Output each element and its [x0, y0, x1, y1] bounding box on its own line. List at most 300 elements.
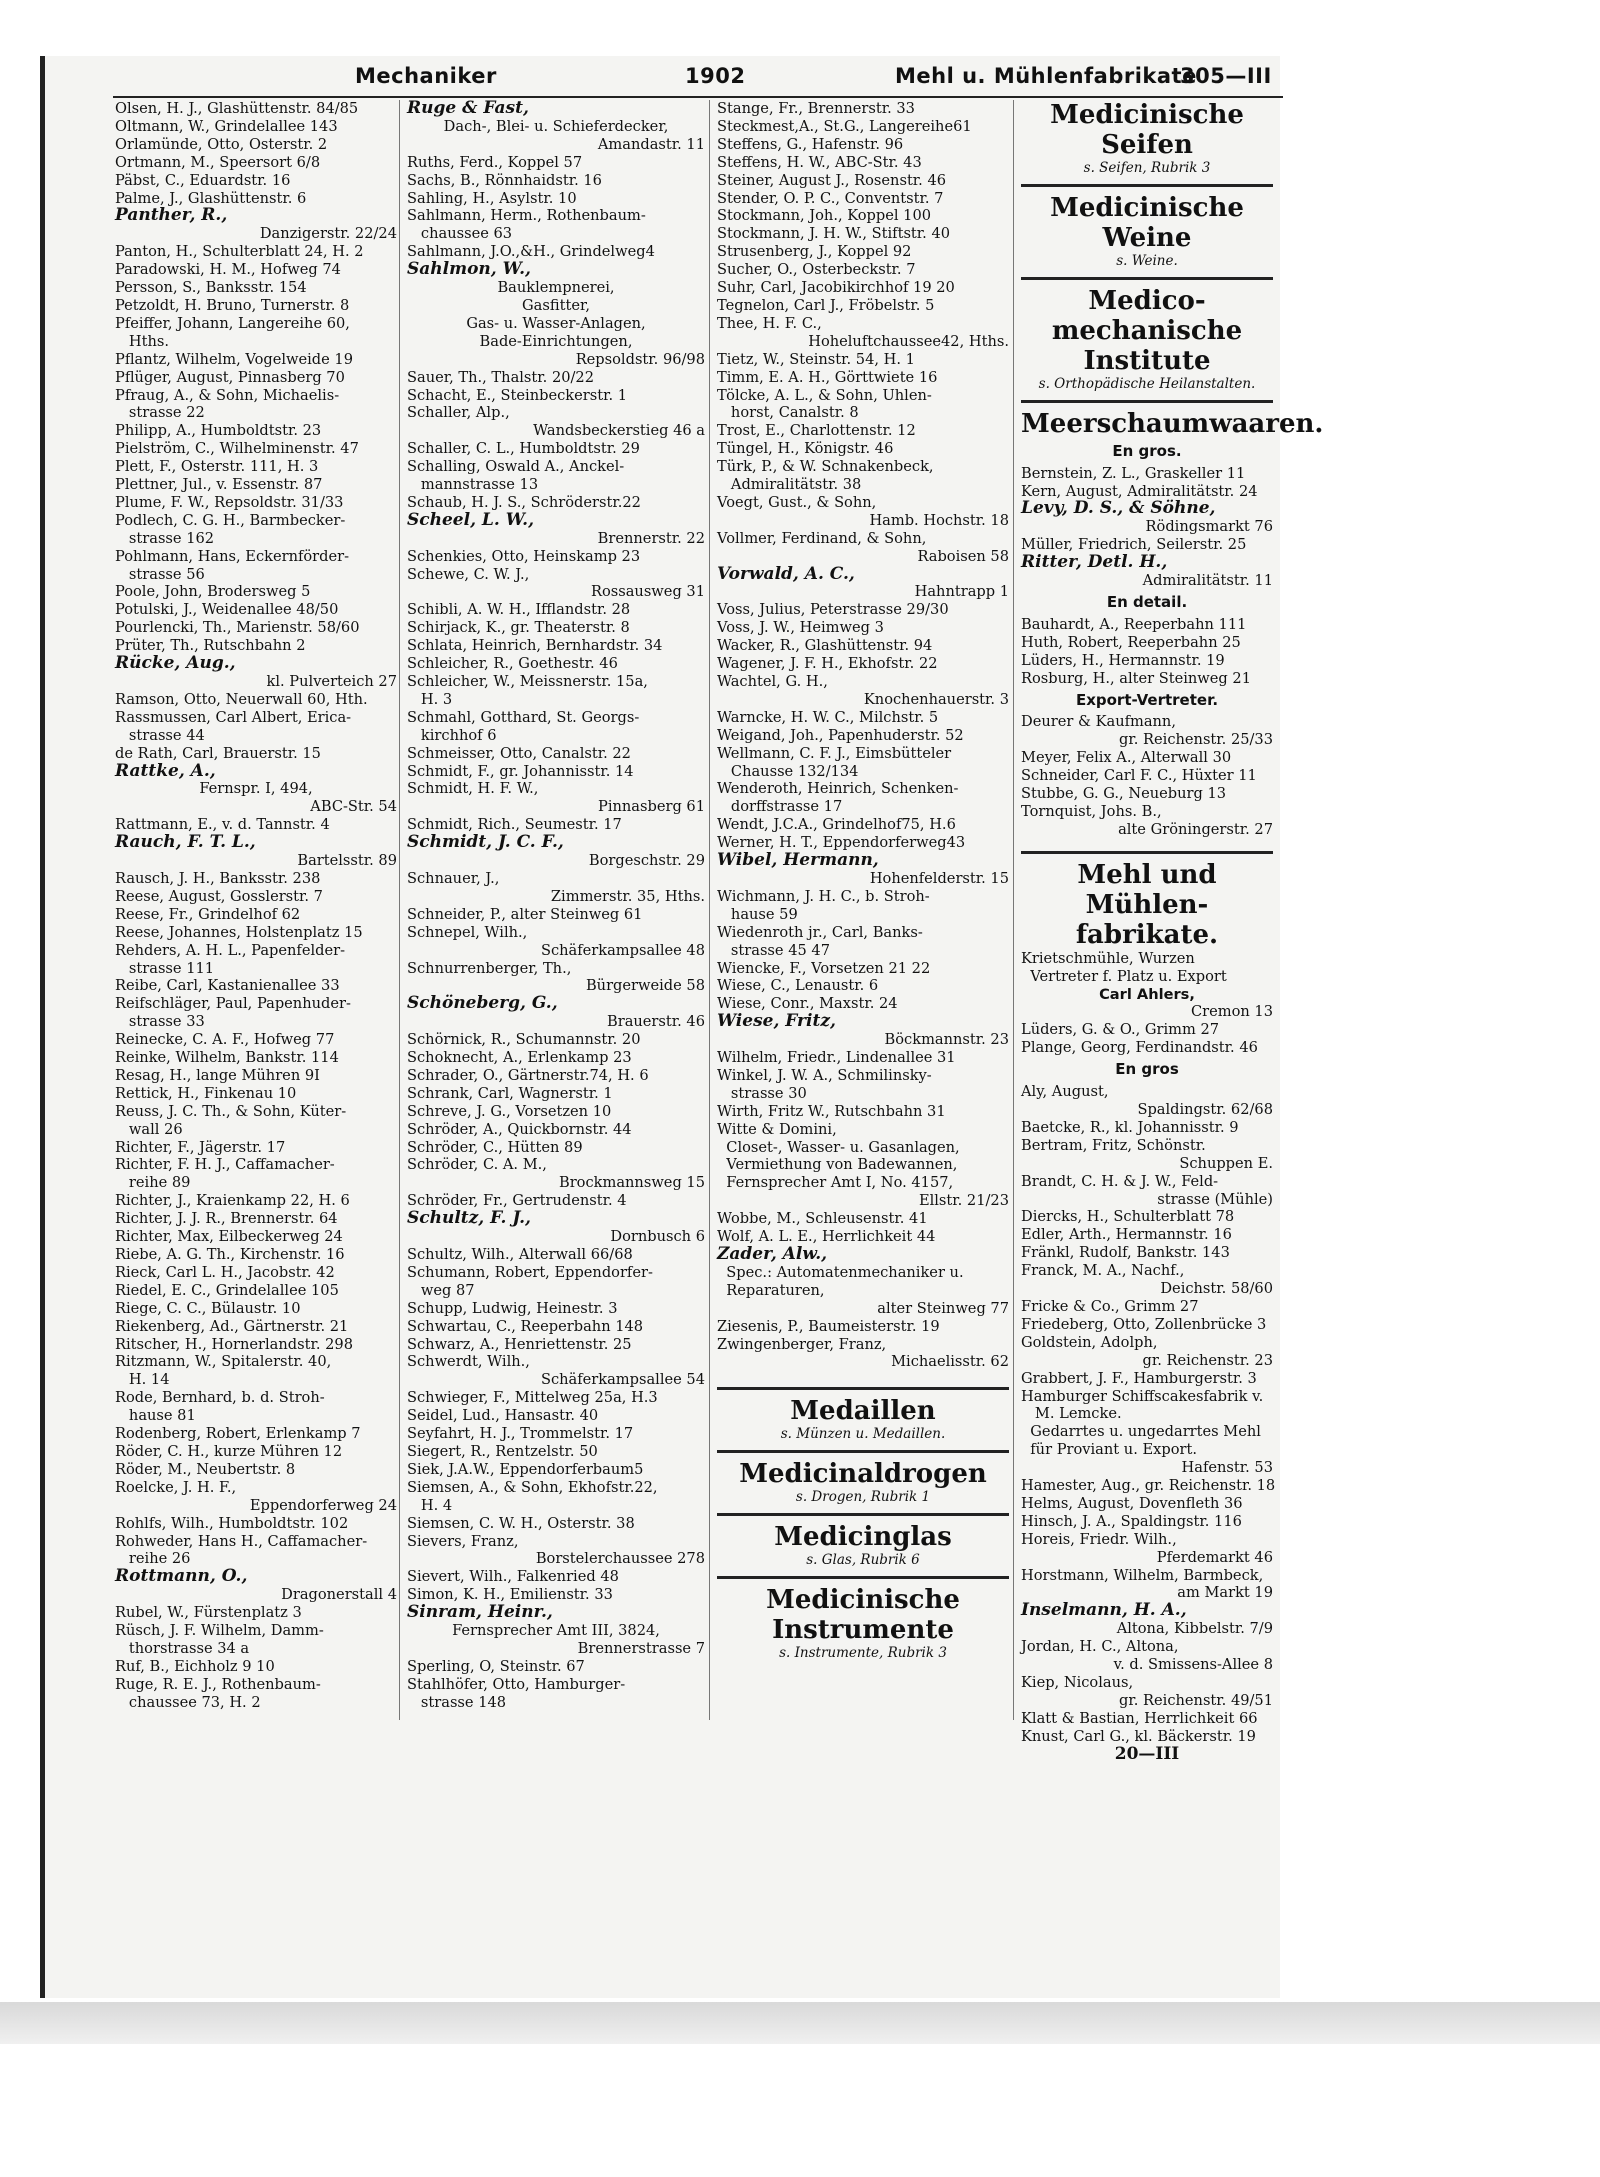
directory-entry: Tegnelon, Carl J., Fröbelstr. 5 [717, 296, 935, 314]
directory-entry: Paradowski, H. M., Hofweg 74 [115, 261, 341, 279]
directory-entry: Rehders, A. H. L., Papenfelder- [115, 941, 346, 959]
directory-entry: Rattmann, E., v. d. Tannstr. 4 [115, 816, 330, 834]
firm-heading: Rücke, Aug., [115, 653, 236, 674]
directory-entry: de Rath, Carl, Brauerstr. 15 [115, 744, 321, 762]
directory-entry: Richter, F. H. J., Caffamacher- [115, 1156, 335, 1174]
directory-entry: Schupp, Ludwig, Heinestr. 3 [407, 1299, 618, 1317]
subsection-heading: Export-Vertreter. [1075, 690, 1219, 709]
directory-entry: Brandt, C. H. & J. W., Feld- [1021, 1172, 1219, 1190]
directory-entry: Horstmann, Wilhelm, Barmbeck, [1021, 1566, 1264, 1584]
directory-entry: Plange, Georg, Ferdinandstr. 46 [1021, 1039, 1258, 1057]
directory-entry: Sievers, Franz, [407, 1532, 519, 1550]
directory-entry: Rassmussen, Carl Albert, Erica- [115, 708, 352, 726]
directory-entry: Oltmann, W., Grindelallee 143 [115, 117, 338, 135]
section-title: Medicinische Weine [1050, 192, 1244, 253]
directory-entry: Schaub, H. J. S., Schröderstr.22 [407, 493, 641, 511]
directory-entry: Schaller, Alp., [407, 404, 510, 422]
directory-entry: Türk, P., & W. Schnakenbeck, [717, 458, 934, 476]
directory-entry: Schwerdt, Wilh., [407, 1353, 530, 1371]
directory-entry: Bertram, Fritz, Schönstr. [1021, 1136, 1206, 1154]
directory-entry: Podlech, C. G. H., Barmbecker- [115, 511, 346, 529]
directory-entry: Resag, H., lange Mühren 9I [115, 1066, 320, 1084]
directory-entry: Steiner, August J., Rosenstr. 46 [717, 171, 947, 189]
directory-entry: Fränkl, Rudolf, Bankstr. 143 [1021, 1244, 1230, 1262]
directory-entry: M. Lemcke. [1021, 1405, 1122, 1423]
section-reference: s. Münzen u. Medaillen. [780, 1426, 946, 1443]
directory-entry: chaussee 63 [407, 225, 513, 243]
directory-entry: Deichstr. 58/60 [1160, 1280, 1273, 1298]
directory-entry: Persson, S., Banksstr. 154 [115, 279, 307, 297]
directory-entry: Jordan, H. C., Altona, [1021, 1638, 1179, 1656]
section-reference: s. Weine. [1116, 252, 1178, 269]
directory-entry: Winkel, J. W. A., Schmilinsky- [717, 1066, 932, 1084]
column-divider [709, 100, 710, 1720]
directory-entry: Altona, Kibbelstr. 7/9 [1116, 1620, 1273, 1638]
directory-entry: Zimmerstr. 35, Hths. [550, 887, 705, 905]
directory-entry: Schrank, Carl, Wagnerstr. 1 [407, 1084, 613, 1102]
firm-heading: Schöneberg, G., [407, 993, 558, 1014]
directory-entry: Siemsen, A., & Sohn, Ekhofstr.22, [407, 1478, 658, 1496]
directory-entry: Eppendorferweg 24 [249, 1496, 397, 1514]
directory-entry: Sievert, Wilh., Falkenried 48 [407, 1568, 619, 1586]
directory-entry: Steffens, H. W., ABC-Str. 43 [717, 153, 922, 171]
firm-heading: Rattke, A., [115, 760, 216, 781]
directory-entry: Goldstein, Adolph, [1021, 1333, 1158, 1351]
directory-entry: Pferdemarkt 46 [1156, 1548, 1273, 1566]
directory-entry: hause 59 [717, 905, 798, 923]
directory-entry: gr. Reichenstr. 23 [1142, 1351, 1273, 1369]
directory-entry: H. 4 [407, 1496, 453, 1514]
directory-entry: Brennerstrasse 7 [577, 1639, 705, 1657]
directory-entry: Dach-, Blei- u. Schieferdecker, [443, 117, 669, 135]
directory-entry: strasse 22 [115, 404, 205, 422]
directory-entry: Kern, August, Admiralitätstr. 24 [1021, 482, 1258, 500]
header-right: Mehl u. Mühlenfabrikate [895, 64, 1197, 88]
directory-entry: Schrader, O., Gärtnerstr.74, H. 6 [407, 1066, 649, 1084]
directory-entry: Pourlencki, Th., Marienstr. 58/60 [115, 619, 360, 637]
directory-entry: Dornbusch 6 [610, 1228, 705, 1246]
directory-entry: Prüter, Th., Rutschbahn 2 [115, 637, 306, 655]
directory-entry: Borgeschstr. 29 [588, 852, 705, 870]
directory-entry: Potulski, J., Weidenallee 48/50 [115, 601, 339, 619]
directory-entry: Richter, J. J. R., Brennerstr. 64 [115, 1210, 338, 1228]
directory-entry: Wandsbeckerstieg 46 a [533, 422, 705, 440]
directory-entry: Tietz, W., Steinstr. 54, H. 1 [717, 350, 915, 368]
directory-entry: Päbst, C., Eduardstr. 16 [115, 171, 291, 189]
directory-entry: Pinnasberg 61 [598, 798, 705, 816]
column-divider [1013, 100, 1014, 1720]
directory-entry: Riebe, A. G. Th., Kirchenstr. 16 [115, 1246, 345, 1263]
directory-entry: Rohlfs, Wilh., Humboldtstr. 102 [115, 1514, 349, 1532]
directory-entry: Aly, August, [1021, 1083, 1109, 1101]
directory-entry: Riedel, E. C., Grindelallee 105 [115, 1281, 339, 1299]
directory-entry: Strusenberg, J., Koppel 92 [717, 243, 912, 261]
directory-entry: Ortmann, M., Speersort 6/8 [115, 153, 321, 171]
directory-entry: alte Gröningerstr. 27 [1118, 820, 1273, 838]
firm-heading: Wibel, Hermann, [717, 850, 879, 871]
directory-entry: Rohweder, Hans H., Caffamacher- [115, 1532, 368, 1550]
directory-entry: Voss, J. W., Heimweg 3 [717, 619, 884, 637]
subsection-heading: En gros [1115, 1060, 1179, 1079]
directory-entry: Sucher, O., Osterbeckstr. 7 [717, 261, 916, 279]
directory-entry: Witte & Domini, [717, 1120, 837, 1138]
directory-entry: hause 81 [115, 1407, 196, 1425]
column-2 [407, 100, 705, 1712]
directory-entry: Petzoldt, H. Bruno, Turnerstr. 8 [115, 296, 350, 314]
directory-entry: Richter, Max, Eilbeckerweg 24 [115, 1228, 343, 1246]
directory-entry: Suhr, Carl, Jacobikirchhof 19 20 [717, 279, 955, 297]
directory-entry: Reese, Johannes, Holstenplatz 15 [115, 923, 363, 941]
directory-entry: Stender, O. P. C., Conventstr. 7 [717, 189, 944, 207]
directory-entry: Orlamünde, Otto, Osterstr. 2 [115, 135, 328, 153]
firm-heading: Rauch, F. T. L., [115, 832, 256, 853]
directory-entry: Werner, H. T., Eppendorferweg43 [717, 834, 966, 852]
header-rule [113, 96, 1283, 98]
directory-entry: Wilhelm, Friedr., Lindenallee 31 [717, 1049, 956, 1067]
directory-entry: Schmeisser, Otto, Canalstr. 22 [407, 744, 631, 762]
directory-entry: Borstelerchaussee 278 [535, 1550, 705, 1568]
section-title: Meerschaumwaaren. [1021, 408, 1324, 439]
directory-entry: Schalling, Oswald A., Anckel- [407, 458, 625, 476]
directory-entry: Riege, C. C., Bülaustr. 10 [115, 1299, 301, 1317]
directory-entry: Wichmann, J. H. C., b. Stroh- [717, 887, 930, 905]
directory-entry: Wenderoth, Heinrich, Schenken- [717, 780, 959, 798]
directory-entry: Schacht, E., Steinbeckerstr. 1 [407, 386, 628, 404]
directory-entry: Deurer & Kaufmann, [1021, 713, 1176, 731]
directory-entry: Ruge, R. E. J., Rothenbaum- [115, 1675, 321, 1693]
directory-entry: Bade-Einrichtungen, [479, 332, 633, 350]
directory-entry: Stubbe, G. G., Neueburg 13 [1021, 785, 1227, 803]
directory-entry: Vollmer, Ferdinand, & Sohn, [717, 529, 927, 547]
directory-entry: Lüders, G. & O., Grimm 27 [1021, 1021, 1220, 1039]
directory-entry: gr. Reichenstr. 49/51 [1119, 1691, 1273, 1709]
section-title: Medicinische Seifen [1050, 100, 1244, 160]
section-reference: s. Orthopädische Heilanstalten. [1038, 375, 1256, 392]
firm-heading: Rottmann, O., [115, 1566, 248, 1587]
column-3 [717, 100, 1009, 1663]
directory-entry: Tölcke, A. L., & Sohn, Uhlen- [717, 386, 932, 404]
directory-entry: Poole, John, Brodersweg 5 [115, 583, 311, 601]
firm-heading: Vorwald, A. C., [717, 563, 855, 584]
directory-entry: Pfraug, A., & Sohn, Michaelis- [115, 386, 340, 404]
directory-entry: Gas- u. Wasser-Anlagen, [466, 314, 646, 332]
column-divider [399, 100, 400, 1720]
directory-entry: Richter, J., Kraienkamp 22, H. 6 [115, 1192, 350, 1210]
directory-entry: Plett, F., Osterstr. 111, H. 3 [115, 458, 319, 476]
directory-entry: Schneider, Carl F. C., Hüxter 11 [1021, 767, 1257, 785]
directory-entry: Schnurrenberger, Th., [407, 959, 572, 977]
directory-entry: Schlata, Heinrich, Bernhardstr. 34 [407, 637, 663, 655]
section-title: Medico-mechanische Institute [1051, 285, 1243, 376]
directory-entry: Böckmannstr. 23 [884, 1031, 1009, 1049]
directory-entry: Schnauer, J., [407, 869, 500, 887]
directory-entry: Schmidt, Rich., Seumestr. 17 [407, 816, 622, 834]
directory-entry: Huth, Robert, Reeperbahn 25 [1021, 633, 1241, 651]
directory-entry: Röder, M., Neubertstr. 8 [115, 1460, 296, 1478]
directory-entry: Spec.: Automatenmechaniker u. [717, 1263, 964, 1281]
directory-entry: Pfeiffer, Johann, Langereihe 60, [115, 314, 350, 332]
directory-entry: Bauklempnerei, [497, 279, 615, 297]
section-rule [1021, 277, 1273, 280]
directory-entry: Rossausweg 31 [590, 583, 705, 601]
directory-entry: Bartelsstr. 89 [297, 852, 397, 870]
directory-entry: Philipp, A., Humboldtstr. 23 [115, 422, 322, 440]
directory-entry: Olsen, H. J., Glashüttenstr. 84/85 [115, 100, 359, 117]
directory-entry: Schmidt, H. F. W., [407, 780, 539, 798]
directory-entry: Timm, E. A. H., Görttwiete 16 [717, 368, 938, 386]
directory-entry: Schoknecht, A., Erlenkamp 23 [407, 1049, 632, 1067]
directory-entry: Wolf, A. L. E., Herrlichkeit 44 [717, 1228, 936, 1246]
directory-entry: v. d. Smissens-Allee 8 [1113, 1656, 1273, 1674]
directory-entry: Stange, Fr., Brennerstr. 33 [717, 100, 915, 117]
directory-entry: Hoheluftchaussee42, Hths. [808, 332, 1009, 350]
directory-entry: strasse 45 47 [717, 941, 830, 959]
directory-entry: Sachs, B., Rönnhaidstr. 16 [407, 171, 602, 189]
directory-entry: Chausse 132/134 [717, 762, 859, 780]
section-rule [717, 1513, 1009, 1516]
directory-entry: Hahntrapp 1 [914, 583, 1009, 601]
directory-entry: Schröder, C. A. M., [407, 1156, 547, 1174]
directory-entry: Panton, H., Schulterblatt 24, H. 2 [115, 243, 364, 261]
section-title: Medaillen [790, 1396, 936, 1427]
directory-entry: chaussee 73, H. 2 [115, 1693, 261, 1711]
firm-heading: Sahlmon, W., [407, 259, 531, 280]
directory-entry: H. 14 [115, 1371, 170, 1389]
directory-entry: für Proviant u. Export. [1021, 1441, 1197, 1459]
scan-bottom-edge [0, 2002, 1600, 2044]
directory-entry: Wiese, Conr., Maxstr. 24 [717, 995, 898, 1013]
directory-entry: Cremon 13 [1190, 1003, 1273, 1021]
directory-entry: weg 87 [407, 1281, 475, 1299]
directory-entry: Hamb. Hochstr. 18 [869, 511, 1009, 529]
directory-entry: Stockmann, J. H. W., Stiftstr. 40 [717, 225, 951, 243]
directory-entry: Brauerstr. 46 [607, 1013, 705, 1031]
directory-entry: Wirth, Fritz W., Rutschbahn 31 [717, 1102, 946, 1120]
directory-entry: Rödingsmarkt 76 [1145, 518, 1273, 536]
column-4 [1021, 100, 1324, 1764]
firm-heading: Zader, Alw., [717, 1244, 828, 1264]
directory-entry: Admiralitätstr. 11 [1142, 572, 1273, 590]
directory-entry: Trost, E., Charlottenstr. 12 [717, 422, 916, 440]
directory-entry: Schumann, Robert, Eppendorfer- [407, 1263, 653, 1281]
directory-entry: Schmahl, Gotthard, St. Georgs- [407, 708, 640, 726]
directory-entry: Wacker, R., Glashüttenstr. 94 [717, 637, 933, 655]
directory-entry: Horeis, Friedr. Wilh., [1021, 1530, 1177, 1548]
directory-entry: dorffstrasse 17 [717, 798, 843, 816]
directory-entry: Schwarz, A., Henriettenstr. 25 [407, 1335, 632, 1353]
directory-entry: Spaldingstr. 62/68 [1137, 1101, 1273, 1118]
directory-entry: Voegt, Gust., & Sohn, [717, 493, 877, 511]
firm-heading: Schultz, F. J., [407, 1208, 531, 1229]
directory-entry: Reese, Fr., Grindelhof 62 [115, 905, 301, 923]
directory-entry: Sperling, O, Steinstr. 67 [407, 1657, 585, 1675]
directory-entry: Sahling, H., Asylstr. 10 [407, 189, 577, 207]
directory-entry: Carl Ahlers, [1099, 985, 1195, 1003]
directory-entry: Weigand, Joh., Papenhuderstr. 52 [717, 726, 964, 744]
directory-entry: Closet-, Wasser- u. Gasanlagen, [717, 1138, 960, 1156]
directory-entry: reihe 89 [115, 1174, 191, 1192]
directory-entry: Wiese, C., Lenaustr. 6 [717, 977, 879, 995]
section-rule [1021, 184, 1273, 187]
directory-entry: kirchhof 6 [407, 726, 497, 744]
section-reference: s. Instrumente, Rubrik 3 [779, 1645, 947, 1662]
directory-entry: Röder, C. H., kurze Mühren 12 [115, 1442, 343, 1460]
directory-entry: ABC-Str. 54 [310, 798, 397, 816]
directory-entry: Schuppen E. [1179, 1154, 1273, 1172]
directory-entry: strasse 148 [407, 1693, 507, 1711]
directory-entry: Richter, F., Jägerstr. 17 [115, 1138, 286, 1156]
section-title: Medicinische Instrumente [766, 1585, 960, 1646]
directory-entry: Rubel, W., Fürstenplatz 3 [115, 1604, 302, 1622]
directory-entry: alter Steinweg 77 [877, 1299, 1009, 1317]
directory-entry: H. 3 [407, 690, 453, 708]
directory-entry: gr. Reichenstr. 25/33 [1119, 731, 1273, 749]
directory-entry: Schnepel, Wilh., [407, 923, 528, 941]
directory-entry: Vermiethung von Badewannen, [717, 1156, 958, 1174]
directory-entry: Ramson, Otto, Neuerwall 60, Hth. [115, 690, 368, 708]
directory-entry: Warncke, H. W. C., Milchstr. 5 [717, 708, 939, 726]
directory-entry: Pflüger, August, Pinnasberg 70 [115, 368, 345, 386]
directory-entry: Müller, Friedrich, Seilerstr. 25 [1021, 536, 1247, 554]
directory-entry: Schröder, C., Hütten 89 [407, 1138, 583, 1156]
directory-entry: Roelcke, J. H. F., [115, 1478, 237, 1496]
directory-entry: Krietschmühle, Wurzen [1021, 949, 1195, 967]
directory-entry: Kiep, Nicolaus, [1021, 1674, 1134, 1691]
directory-entry: Fernsprecher Amt III, 3824, [452, 1622, 660, 1640]
directory-entry: strasse 30 [717, 1084, 807, 1102]
directory-entry: Pflantz, Wilhelm, Vogelweide 19 [115, 350, 353, 368]
subsection-heading: En gros. [1112, 441, 1182, 460]
directory-entry: Vertreter f. Platz u. Export [1021, 967, 1227, 985]
firm-heading: Wiese, Fritz, [717, 1011, 836, 1032]
directory-entry: Schwartau, C., Reeperbahn 148 [407, 1317, 644, 1335]
directory-entry: Pohlmann, Hans, Eckernförder- [115, 547, 350, 565]
directory-entry: Hafenstr. 53 [1181, 1459, 1273, 1477]
directory-entry: horst, Canalstr. 8 [717, 404, 859, 422]
section-title: Mehl und Mühlen-fabrikate. [1075, 859, 1219, 950]
directory-entry: Sahlmann, Herm., Rothenbaum- [407, 207, 646, 225]
directory-entry: Helms, August, Dovenfleth 36 [1021, 1494, 1243, 1512]
directory-entry: Bernstein, Z. L., Graskeller 11 [1021, 464, 1246, 482]
directory-entry: Sahlmann, J.O.,&H., Grindelweg4 [407, 243, 655, 261]
directory-entry: Steckmest,A., St.G., Langereihe61 [717, 117, 972, 135]
directory-entry: Schultz, Wilh., Alterwall 66/68 [407, 1246, 633, 1263]
directory-entry: Gedarrtes u. ungedarrtes Mehl [1021, 1423, 1261, 1441]
section-title: Medicinglas [774, 1522, 952, 1553]
section-rule [717, 1387, 1009, 1390]
directory-entry: Schewe, C. W. J., [407, 565, 530, 583]
directory-entry: mannstrasse 13 [407, 476, 539, 494]
directory-entry: Grabbert, J. F., Hamburgerstr. 3 [1021, 1369, 1257, 1387]
directory-entry: Schröder, Fr., Gertrudenstr. 4 [407, 1192, 627, 1210]
directory-entry: Reuss, J. C. Th., & Sohn, Küter- [115, 1102, 347, 1120]
column-1 [115, 100, 397, 1712]
directory-entry: kl. Pulverteich 27 [266, 673, 397, 690]
directory-entry: Seidel, Lud., Hansastr. 40 [407, 1407, 599, 1425]
directory-entry: Pielström, C., Wilhelminenstr. 47 [115, 440, 359, 458]
directory-entry: Rüsch, J. F. Wilhelm, Damm- [115, 1622, 324, 1640]
directory-entry: Schneider, P., alter Steinweg 61 [407, 905, 643, 923]
header-left: Mechaniker [355, 64, 497, 88]
firm-heading: Schmidt, J. C. F., [407, 832, 564, 853]
directory-entry: Palme, J., Glashüttenstr. 6 [115, 189, 307, 207]
directory-entry: strasse 56 [115, 565, 205, 583]
directory-entry: Schäferkampsallee 54 [540, 1371, 705, 1389]
directory-entry: Steffens, G., Hafenstr. 96 [717, 135, 904, 153]
section-rule [1021, 400, 1273, 403]
directory-entry: Rosburg, H., alter Steinweg 21 [1021, 669, 1251, 687]
directory-entry: Klatt & Bastian, Herrlichkeit 66 [1021, 1709, 1258, 1727]
directory-entry: Wachtel, G. H., [717, 673, 828, 690]
directory-entry: Friedeberg, Otto, Zollenbrücke 3 [1021, 1315, 1267, 1333]
directory-entry: Admiralitätstr. 38 [717, 476, 862, 494]
directory-entry: wall 26 [115, 1120, 183, 1138]
directory-entry: Franck, M. A., Nachf., [1021, 1262, 1185, 1280]
directory-entry: Schröder, A., Quickbornstr. 44 [407, 1120, 632, 1138]
directory-entry: am Markt 19 [1177, 1584, 1273, 1602]
directory-entry: Bauhardt, A., Reeperbahn 111 [1021, 615, 1247, 633]
directory-entry: Hinsch, J. A., Spaldingstr. 116 [1021, 1512, 1242, 1530]
directory-entry: Wiedenroth jr., Carl, Banks- [717, 923, 923, 941]
directory-entry: Fernspr. I, 494, [199, 780, 313, 798]
directory-entry: Ziesenis, P., Baumeisterstr. 19 [717, 1317, 940, 1335]
directory-entry: Stahlhöfer, Otto, Hamburger- [407, 1675, 626, 1693]
directory-entry: Riekenberg, Ad., Gärtnerstr. 21 [115, 1317, 349, 1335]
directory-entry: Reese, August, Gosslerstr. 7 [115, 887, 323, 905]
subsection-heading: En detail. [1106, 592, 1188, 611]
directory-entry: Wagener, J. F. H., Ekhofstr. 22 [717, 655, 938, 673]
directory-entry: Schenkies, Otto, Heinskamp 23 [407, 547, 641, 565]
directory-entry: Schibli, A. W. H., Ifflandstr. 28 [407, 601, 631, 619]
directory-entry: Amandastr. 11 [597, 135, 705, 153]
directory-entry: Fricke & Co., Grimm 27 [1021, 1297, 1199, 1315]
firm-heading: Ruge & Fast, [407, 98, 529, 118]
directory-entry: strasse 162 [115, 529, 215, 547]
directory-entry: Siek, J.A.W., Eppendorferbaum5 [407, 1460, 644, 1478]
directory-entry: Schleicher, R., Goethestr. 46 [407, 655, 618, 673]
directory-entry: Ellstr. 21/23 [918, 1192, 1009, 1210]
firm-heading: Levy, D. S., & Söhne, [1021, 498, 1216, 519]
directory-entry: Plettner, Jul., v. Essenstr. 87 [115, 476, 323, 494]
directory-entry: Rodenberg, Robert, Erlenkamp 7 [115, 1425, 361, 1443]
directory-entry: Brockmannsweg 15 [558, 1174, 705, 1192]
firm-heading: Panther, R., [115, 205, 228, 226]
directory-entry: Thee, H. F. C., [717, 314, 822, 332]
directory-entry: Hamester, Aug., gr. Reichenstr. 18 [1021, 1477, 1276, 1495]
directory-entry: Seyfahrt, H. J., Trommelstr. 17 [407, 1425, 634, 1443]
directory-entry: Siemsen, C. W. H., Osterstr. 38 [407, 1514, 635, 1532]
directory-entry: Diercks, H., Schulterblatt 78 [1021, 1208, 1235, 1226]
directory-entry: Brennerstr. 22 [597, 529, 705, 547]
section-reference: s. Drogen, Rubrik 1 [795, 1489, 931, 1506]
firm-heading: Scheel, L. W., [407, 509, 534, 530]
directory-entry: thorstrasse 34 a [115, 1639, 250, 1657]
directory-entry: Wellmann, C. F. J., Eimsbütteler [717, 744, 952, 762]
section-reference: s. Glas, Rubrik 6 [806, 1552, 920, 1569]
directory-entry: Reibe, Carl, Kastanienallee 33 [115, 977, 340, 995]
directory-entry: Ritzmann, W., Spitalerstr. 40, [115, 1353, 332, 1371]
directory-entry: Schörnick, R., Schumannstr. 20 [407, 1031, 641, 1049]
directory-entry: Schwieger, F., Mittelweg 25a, H.3 [407, 1389, 658, 1407]
directory-entry: Edler, Arth., Hermannstr. 16 [1021, 1226, 1232, 1244]
directory-entry: Reifschläger, Paul, Papenhuder- [115, 995, 351, 1013]
directory-entry: Stockmann, Joh., Koppel 100 [717, 207, 932, 225]
section-reference: s. Seifen, Rubrik 3 [1083, 160, 1211, 176]
header-year: 1902 [685, 64, 746, 88]
firm-heading: Inselmann, H. A., [1021, 1600, 1187, 1621]
directory-entry: strasse 33 [115, 1013, 205, 1031]
directory-entry: Hamburger Schiffscakesfabrik v. [1021, 1387, 1264, 1405]
